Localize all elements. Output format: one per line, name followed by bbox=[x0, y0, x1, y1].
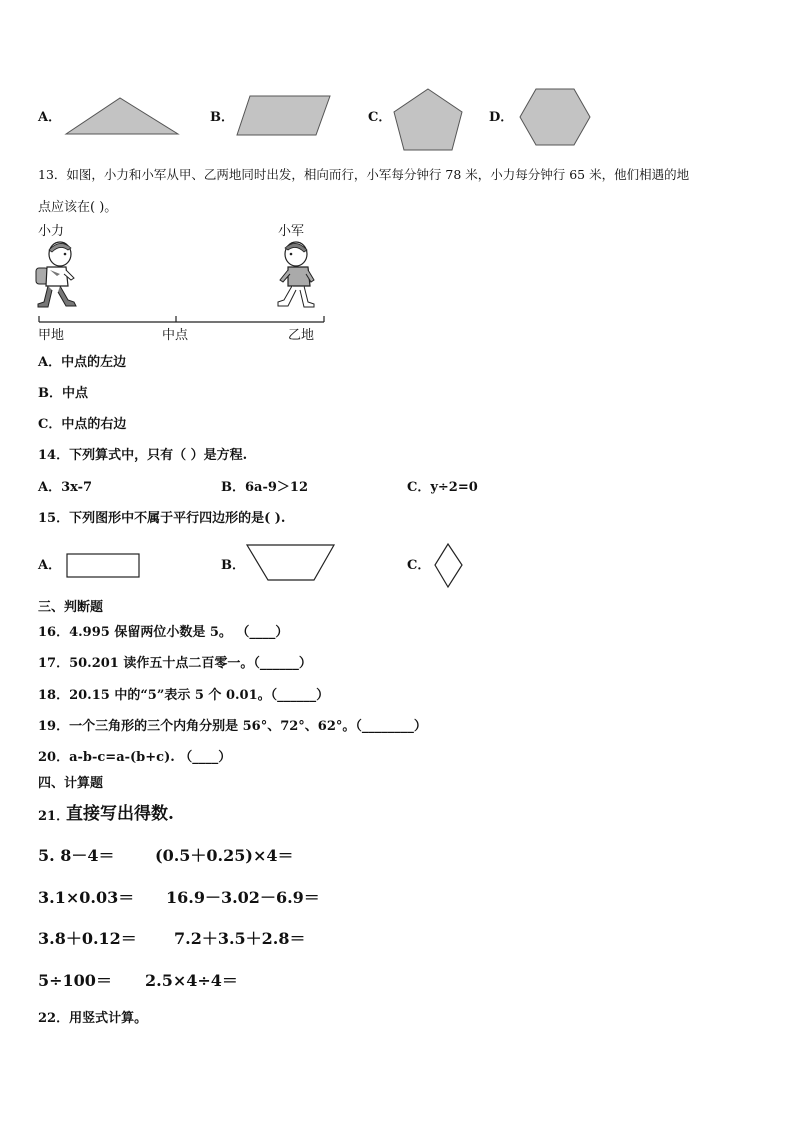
section4-title: 四、计算题 bbox=[38, 776, 104, 791]
calc-r1-c2: (0.5＋0.25)×4＝ bbox=[155, 846, 294, 865]
right-person-label: 小军 bbox=[278, 224, 305, 239]
rhombus-icon bbox=[434, 543, 464, 589]
q12-option-d-label: D． bbox=[489, 110, 514, 125]
distance-line bbox=[38, 314, 326, 326]
q13-option-c: C．中点的右边 bbox=[38, 417, 127, 432]
q12-option-c-label: C． bbox=[368, 110, 392, 125]
q15-option-b-label: B． bbox=[221, 558, 245, 573]
hexagon-icon bbox=[518, 88, 592, 146]
q16-item: 16．4.995 保留两位小数是 5。 （____） bbox=[38, 625, 289, 640]
q20-item: 20．a-b-c=a-(b+c). （____） bbox=[38, 750, 232, 765]
q12-option-b-label: B． bbox=[210, 110, 234, 125]
calc-r3-c1: 3.8＋0.12＝ bbox=[38, 929, 137, 948]
q17-item: 17．50.201 读作五十点二百零一。（______） bbox=[38, 656, 312, 671]
boy-walking-right-icon bbox=[30, 240, 84, 312]
trapezoid-icon bbox=[246, 544, 336, 582]
triangle-icon bbox=[64, 96, 180, 136]
q15-option-c-label: C． bbox=[407, 558, 431, 573]
q13-text-line1: 13．如图，小力和小军从甲、乙两地同时出发，相向而行，小军每分钟行 78 米，小力每分钟行 65 米，他们相遇的地 bbox=[38, 167, 690, 182]
left-point-label: 甲地 bbox=[38, 328, 65, 343]
parallelogram-icon bbox=[236, 95, 332, 137]
q18-item: 18．20.15 中的“5”表示 5 个 0.01。（______） bbox=[38, 688, 330, 703]
q14-option-b: B．6a-9＞12 bbox=[221, 480, 308, 495]
q13-option-a: A．中点的左边 bbox=[38, 355, 127, 370]
calc-r3-c2: 7.2＋3.5＋2.8＝ bbox=[174, 929, 306, 948]
calc-r4-c1: 5÷100＝ bbox=[38, 971, 112, 990]
q12-option-a-label: A． bbox=[38, 110, 62, 125]
q22-text: 22．用竖式计算。 bbox=[38, 1011, 148, 1026]
mid-point-label: 中点 bbox=[162, 328, 189, 343]
q14-option-a: A．3x-7 bbox=[38, 480, 93, 495]
calc-r2-c2: 16.9－3.02－6.9＝ bbox=[166, 888, 320, 907]
calc-r2-c1: 3.1×0.03＝ bbox=[38, 888, 135, 907]
q14-text: 14．下列算式中，只有（ ）是方程. bbox=[38, 448, 248, 463]
boy-walking-left-icon bbox=[272, 240, 326, 312]
q13-text-line2: 点应该在( )。 bbox=[38, 200, 118, 215]
q21-title: 直接写出得数. bbox=[66, 804, 174, 824]
q14-option-c: C．y÷2=0 bbox=[407, 480, 478, 495]
calc-r1-c1: 5. 8－4＝ bbox=[38, 846, 115, 865]
q15-text: 15．下列图形中不属于平行四边形的是( ). bbox=[38, 511, 286, 526]
q21-number: 21． bbox=[38, 809, 70, 824]
calc-r4-c2: 2.5×4÷4＝ bbox=[145, 971, 238, 990]
section3-title: 三、判断题 bbox=[38, 600, 104, 615]
q13-option-b: B．中点 bbox=[38, 386, 88, 401]
q19-item: 19．一个三角形的三个内角分别是 56°、72°、62°。（________） bbox=[38, 719, 427, 734]
rectangle-icon bbox=[66, 553, 142, 579]
right-point-label: 乙地 bbox=[288, 328, 315, 343]
q15-option-a-label: A． bbox=[38, 558, 62, 573]
pentagon-icon bbox=[392, 88, 464, 152]
left-person-label: 小力 bbox=[38, 224, 65, 239]
